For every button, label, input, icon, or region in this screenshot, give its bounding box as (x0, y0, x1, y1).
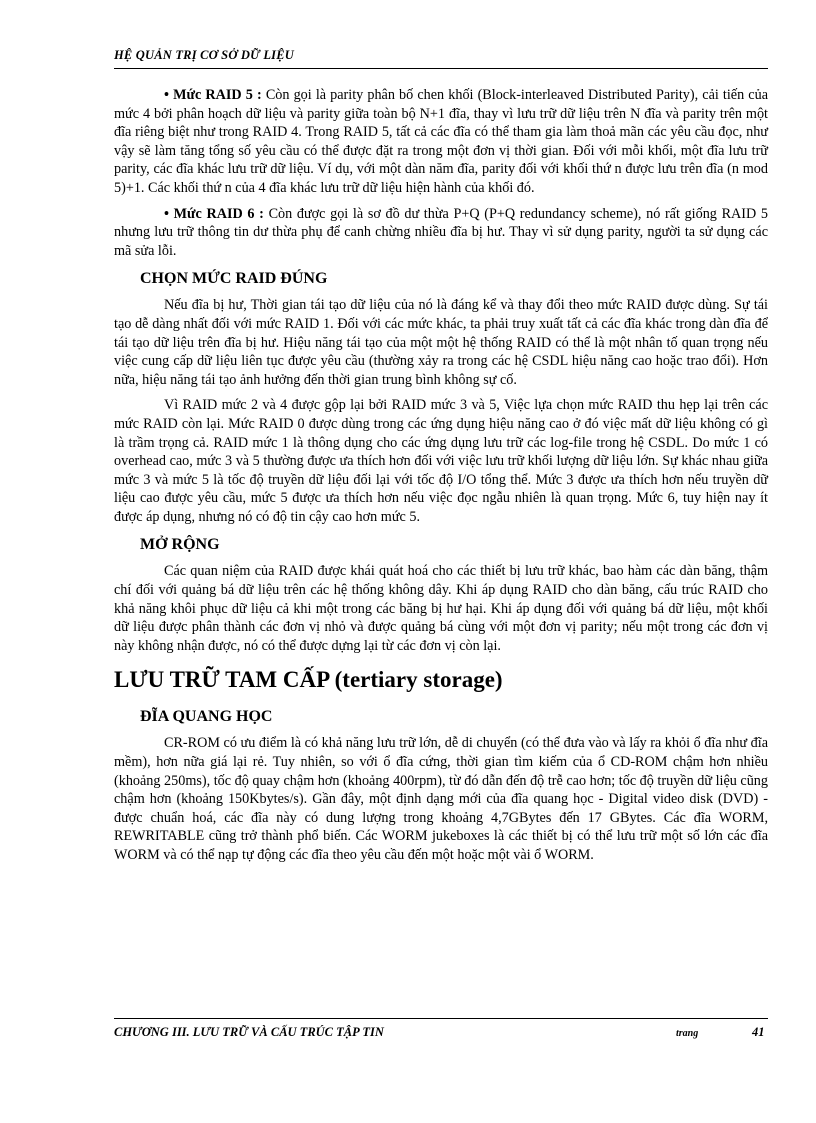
tertiary-storage-heading: LƯU TRỮ TAM CẤP (tertiary storage) (114, 667, 503, 693)
page-content (114, 86, 768, 872)
optical-disk-heading: ĐĨA QUANG HỌC (140, 708, 273, 726)
optical-disk-paragraph: CR-ROM có ưu điểm là có khả năng lưu trữ lớn, dễ di chuyển (có thể đưa vào và lấy ra khỏi ổ đĩa như đĩa mềm), hơn nữa giá lại rẻ. Tuy nhiên, so với ổ đĩa cứng, thời gian tìm kiếm của ổ CD-ROM chậm hơn nhiều (khoảng 250ms), tốc độ quay chậm hơn (khoảng 400rpm), từ đó dẫn đến độ trễ cao hơn; tốc độ truyền dữ liệu cũng chậm hơn (khoảng 150Kbytes/s). Gần đây, một định dạng mới của đĩa quang học - Digital video disk (DVD) - được chuẩn hoá, các đĩa này có dung lượng trong khoảng 4,7GBytes đến 17 GBytes. Các đĩa WORM, REWRITABLE cũng trở thành phổ biến. Các WORM jukeboxes là các thiết bị có thể lưu trữ một số lớn các đĩa WORM và có thể nạp tự động các đĩa theo yêu cầu đến một hoặc một vài ổ WORM. (114, 735, 768, 863)
running-header: HỆ QUẢN TRỊ CƠ SỞ DỮ LIỆU (114, 48, 294, 62)
header-rule (114, 68, 768, 69)
raid6-label: • Mức RAID 6 : (164, 205, 264, 222)
raid5-label: • Mức RAID 5 : (164, 87, 262, 103)
footer-rule (114, 1018, 768, 1019)
extend-heading: MỞ RỘNG (140, 536, 220, 554)
choose-raid-heading: CHỌN MỨC RAID ĐÚNG (140, 270, 328, 288)
choose-raid-paragraph-1: Nếu đĩa bị hư, Thời gian tái tạo dữ liệu của nó là đáng kể và thay đổi theo mức RAID được dùng. Sự tái tạo dễ dàng nhất đối với mức RAID 1. Đối với các mức khác, ta phải truy xuất tất cả các đĩa khác trong dàn đĩa để tái tạo dữ liệu trên đĩa bị hư. Hiệu năng tái tạo của một một hệ thống RAID có thể là một nhân tố quan trọng nếu việc cung cấp dữ liệu liên tục được yêu cầu (thường xảy ra trong các hệ CSDL hiệu năng cao hoặc trao đổi). Hơn nữa, hiệu năng tái tạo ảnh hưởng đến thời gian trung bình không sự cố. (114, 297, 768, 388)
extend-paragraph: Các quan niệm của RAID được khái quát hoá cho các thiết bị lưu trữ khác, bao hàm các dàn băng, thậm chí đối với quảng bá dữ liệu trên các hệ thống không dây. Khi áp dụng RAID cho dàn băng, cấu trúc RAID cho khả năng khôi phục dữ liệu cả khi một trong các băng bị hư hại. Khi áp dụng đối với quảng bá dữ liệu, một khối dữ liệu được phân thành các đơn vị nhỏ và được quảng bá cùng với một đơn vị parity; nếu một trong các đơn vị này không nhận được, nó có thể được dựng lại từ các đơn vị còn lại. (114, 563, 768, 654)
footer-chapter: CHƯƠNG III. LƯU TRỮ VÀ CẤU TRÚC TẬP TIN (114, 1025, 384, 1039)
raid6-paragraph (114, 205, 768, 261)
raid5-paragraph (114, 86, 768, 198)
page-number: 41 (752, 1025, 765, 1039)
footer-page-label: trang (676, 1028, 699, 1039)
raid5-text: Còn gọi là parity phân bố chen khối (Block-interleaved Distributed Parity), cải tiến của mức 4 bởi phân hoạch dữ liệu và parity giữa toàn bộ N+1 đĩa, thay vì lưu trữ dữ liệu trên N đĩa và parity trên một đĩa riêng biệt như trong RAID 4. Trong RAID 5, tất cả các đĩa có thể tham gia làm thoả mãn các yêu cầu đọc, như vậy sẽ làm tăng tổng số yêu cầu có thể được đặt ra trong một đơn vị thời gian. Đối với mỗi khối, một đĩa lưu trữ parity, các đĩa khác lưu trữ dữ liệu. Ví dụ, với một dàn năm đĩa, parity đối với khối thứ n được lưu trên đĩa (n mod 5)+1. Các khối thứ n của 4 đĩa khác lưu trữ dữ liệu hiện hành của khối đó. (114, 87, 768, 196)
choose-raid-paragraph-2: Vì RAID mức 2 và 4 được gộp lại bởi RAID mức 3 và 5, Việc lựa chọn mức RAID thu hẹp lại trên các mức RAID còn lại. Mức RAID 0 được dùng trong các ứng dụng hiệu năng cao ở đó việc mất dữ liệu không có gì là trầm trọng cả. RAID mức 1 là thông dụng cho các ứng dụng lưu trữ các log-file trong hệ CSDL. Do mức 1 có overhead cao, mức 3 và 5 thường được ưa thích hơn đối với việc lưu trữ khối lượng dữ liệu lớn. Sự khác nhau giữa mức 3 và mức 5 là tốc độ truyền dữ liệu đối lại với tốc độ I/O tổng thể. Mức 3 được ưa thích hơn nếu truyền dữ liệu cao được yêu cầu, mức 5 được ưa thích hơn nếu việc đọc ngẫu nhiên là quan trọng. Mức 6, tuy hiện nay ít được áp dụng, nhưng nó có độ tin cậy cao hơn mức 5. (114, 397, 768, 525)
raid6-text: Còn được gọi là sơ đồ dư thừa P+Q (P+Q redundancy scheme), nó rất giống RAID 5 nhưng lưu trữ thông tin dư thừa phụ để canh chừng nhiều đĩa bị hư. Thay vì sử dụng parity, người ta sử dụng các mã sửa lỗi. (114, 205, 769, 259)
